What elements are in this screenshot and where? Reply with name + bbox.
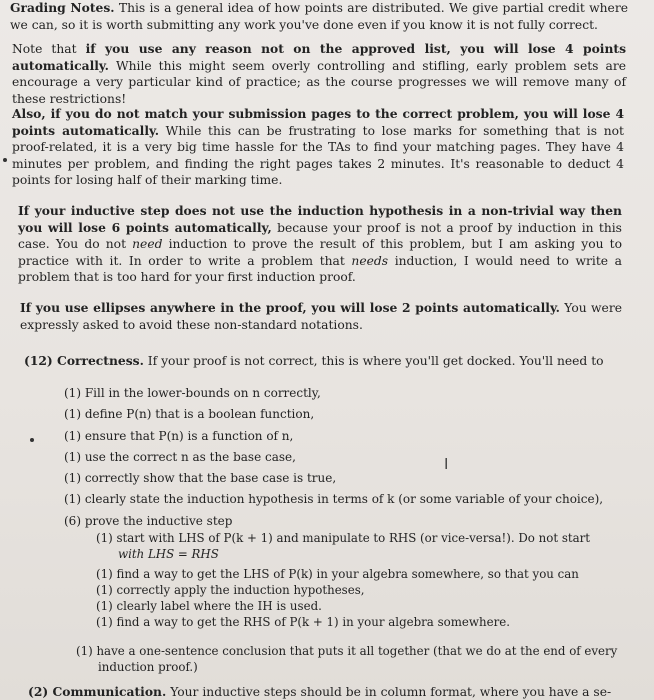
communication-heading — [28, 684, 654, 700]
communication-label: (2) Communication. — [28, 684, 167, 699]
conclusion-line: (1) have a one-sentence conclusion that puts it all together (that we do at the end of every — [76, 644, 618, 658]
induction-text-c: induction, I would need to write a problem that is too hard for your first induction proof. — [18, 253, 622, 285]
grading-notes-title: Grading Notes. — [10, 0, 115, 15]
correctness-list — [64, 383, 624, 532]
induction-rule: If your inductive step does not use the induction hypothesis in a non-trivial way then you will lose 6 points automatically, — [18, 203, 622, 235]
sub-item: (1) correctly apply the induction hypotheses, — [96, 583, 365, 597]
matching-pages-paragraph — [12, 106, 624, 189]
correctness-label: (12) Correctness. — [24, 353, 144, 368]
sub-item: (1) clearly label where the IH is used. — [96, 599, 322, 613]
approved-list-rule: if you use any reason not on the approved list, you will lose 4 points automatically. — [12, 41, 626, 73]
margin-dot — [30, 438, 34, 442]
list-item: (1) correctly show that the base case is true, — [64, 471, 337, 486]
ellipses-text: You were expressly asked to avoid these non-standard notations. — [20, 301, 622, 332]
conclusion-continuation — [76, 659, 626, 675]
list-item: (1) use the correct n as the base case, — [64, 449, 296, 464]
sub-item: (1) find a way to get the LHS of P(k) in your algebra somewhere, so that you can — [96, 567, 579, 581]
sub-item: (1) start with LHS of P(k + 1) and manipulate to RHS (or vice-versa!). Do not start — [96, 531, 591, 545]
lhs-rhs-text: with LHS = RHS — [118, 547, 219, 561]
correctness-heading — [24, 353, 624, 370]
sub-item: (1) find a way to get the RHS of P(k + 1) in your algebra somewhere. — [96, 615, 510, 629]
list-item: (1) define P(n) that is a boolean function, — [64, 407, 315, 422]
induction-text-b: induction to prove the result of this problem, but I am asking you to practice with it. In order to write a problem that — [18, 237, 623, 268]
approved-list-text: While this might seem overly controlling and stifling, early problem sets are encourage a very particular kind of practice; as the course progresses we will remove many of these restrictions! — [12, 58, 626, 106]
grading-notes-text: This is a general idea of how points are distributed. We give partial credit where we can, so it is worth submitting any work you've done even if you know it is not fully correct. — [10, 1, 628, 32]
matching-pages-rule: Also, if you do not match your submission pages to the correct problem, you will lose 4 points automatically. — [12, 106, 624, 138]
ellipses-paragraph — [20, 300, 622, 333]
induction-text-a: because your proof is not a proof by induction in this case. You do not — [18, 220, 622, 252]
conclusion-item — [76, 643, 626, 675]
list-item: (1) clearly state the induction hypothesis in terms of k (or some variable of your choice), — [64, 492, 604, 507]
margin-dot — [3, 158, 7, 162]
approved-list-intro: Note that — [12, 42, 86, 56]
sub-item-continuation — [96, 546, 616, 562]
list-item: (1) Fill in the lower-bounds on n correctly, — [64, 386, 321, 400]
list-item: (6) prove the inductive step — [64, 513, 233, 528]
correctness-text: If your proof is not correct, this is where you'll get docked. You'll need to — [143, 354, 604, 368]
induction-paragraph — [18, 203, 622, 286]
inductive-step-sublist — [96, 530, 616, 630]
list-item: (1) ensure that P(n) is a function of n, — [64, 428, 294, 443]
induction-needs: needs — [351, 253, 389, 268]
approved-list-paragraph — [12, 41, 626, 107]
communication-text: Your inductive steps should be in column format, where you have a se- — [166, 685, 612, 699]
induction-need: need — [132, 237, 163, 252]
grading-notes-paragraph — [10, 0, 628, 33]
conclusion-line-2: induction proof.) — [98, 660, 198, 674]
ellipses-rule: If you use ellipses anywhere in the proof, you will lose 2 points automatically. — [20, 300, 560, 315]
matching-pages-text: While this can be frustrating to lose marks for something that is not proof-related, it is a very big time hassle for the TAs to find your matching pages. They have 4 minutes per problem, and finding the right pages takes 2 minutes. It's reasonable to deduct 4 points for losing half of their marking time. — [12, 123, 624, 188]
text-cursor-icon: I — [444, 455, 449, 473]
